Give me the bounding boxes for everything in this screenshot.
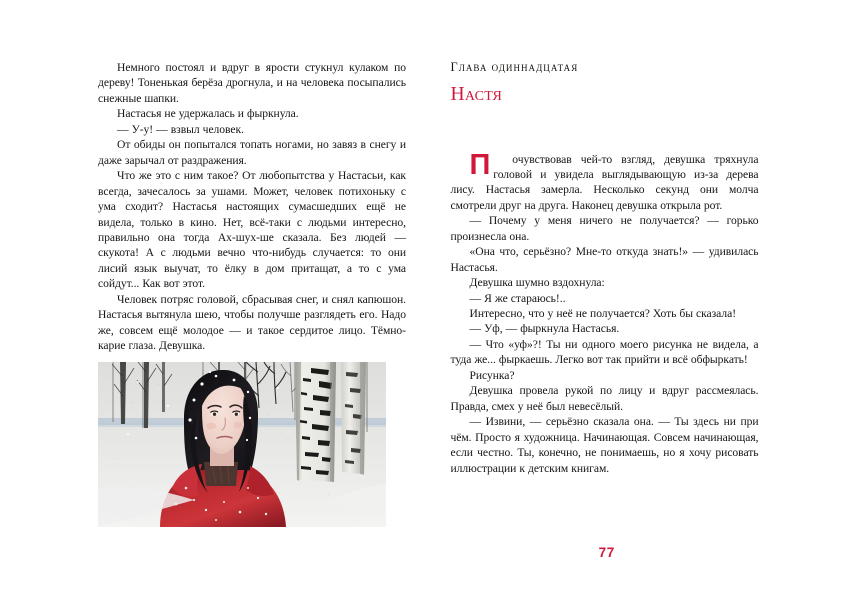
drop-cap: П — [469, 148, 491, 181]
paragraph: Интересно, что у неё не получается? Хоть бы сказала! — [469, 307, 737, 321]
paragraph: «Она что, серьёзно? Мне-то откуда знать!» — удивилась Настасья. — [450, 245, 759, 274]
paragraph: — У-у! — взвыл человек. — [117, 122, 244, 136]
left-page-text-column — [98, 60, 406, 354]
chapter-title: Настя — [450, 84, 503, 105]
paragraph: Рисунка? — [469, 368, 515, 382]
paragraph: Человек потряс головой, сбрасывая снег, и снял капюшон. Настасья вытянула шею, чтобы получше разглядеть его. Надо же, совсем ещё молодое — и такое сердитое лицо. Тёмно-карие глаза. Девушка. — [98, 292, 406, 353]
paragraph: — Уф, — фыркнула Настасья. — [469, 322, 620, 336]
opening-paragraph — [450, 148, 759, 214]
page-number: 77 — [598, 545, 615, 560]
paragraph: Настасья не удержалась и фыркнула. — [117, 107, 299, 121]
illustration-figure — [98, 362, 386, 527]
paragraph: Девушка провела рукой по лицу и вдруг рассмеялась. Правда, смех у неё был невесёлый. — [450, 384, 759, 413]
illustration-artwork — [98, 362, 386, 527]
paragraph: — Извини, — серьёзно сказала она. — Ты здесь ни при чём. Просто я художница. Начинающая. Совсем начинающая, если честно. Ты, конечно, не понимаешь, но я хочу рисовать иллюстрации к детским книгам. — [450, 415, 759, 475]
paragraph: — Почему у меня ничего не получается? — горько произнесла она. — [450, 214, 759, 243]
chapter-label: Глава одиннадцатая — [450, 60, 579, 74]
paragraph: Немного постоял и вдруг в ярости стукнул кулаком по дереву! Тоненькая берёза дрогнула, и на человека посыпались снежные шапки. — [98, 61, 406, 105]
paragraph: От обиды он попытался топать ногами, но завяз в снегу и даже зарычал от раздражения. — [98, 138, 406, 167]
opening-paragraph-text: очувствовав чей-то взгляд, девушка тряхнула головой и увидела выглядывающую из-за дерева лису. Настасья замерла. Несколько секунд они молча смотрели друг на друга. Наконец девушка открыла рот. — [450, 152, 759, 212]
heading-spacer — [451, 105, 759, 152]
paragraph: — Я же стараюсь!.. — [469, 291, 566, 305]
paragraph: — Что «уф»?! Ты ни одного моего рисунка не видела, а туда же... фыркаешь. Легко вот так прийти и всё обфыркать! — [450, 337, 759, 367]
watercolor-girl-in-red-coat-birch-forest-image — [98, 362, 386, 527]
right-page-text-column — [451, 60, 759, 476]
right-page — [431, 0, 861, 590]
paragraph: Что же это с ним такое? От любопытства у Настасьи, как всегда, зачесалось за ушами. Может, человек потихоньку с ума сходит? Настасья настоящих сумасшедших ещё не видела, только в кино. Нет, всё-таки с людьми интересно, правильно она тогда Ах-шух-ше сказала. Без людей — скукота! А с людьми вечно что-нибудь случается: то они лисий язык выучат, то ёлку в дом притащат, а то с ума сойдут... Как вот этот. — [98, 169, 406, 291]
paragraph: Девушка шумно вздохнула: — [469, 276, 605, 290]
